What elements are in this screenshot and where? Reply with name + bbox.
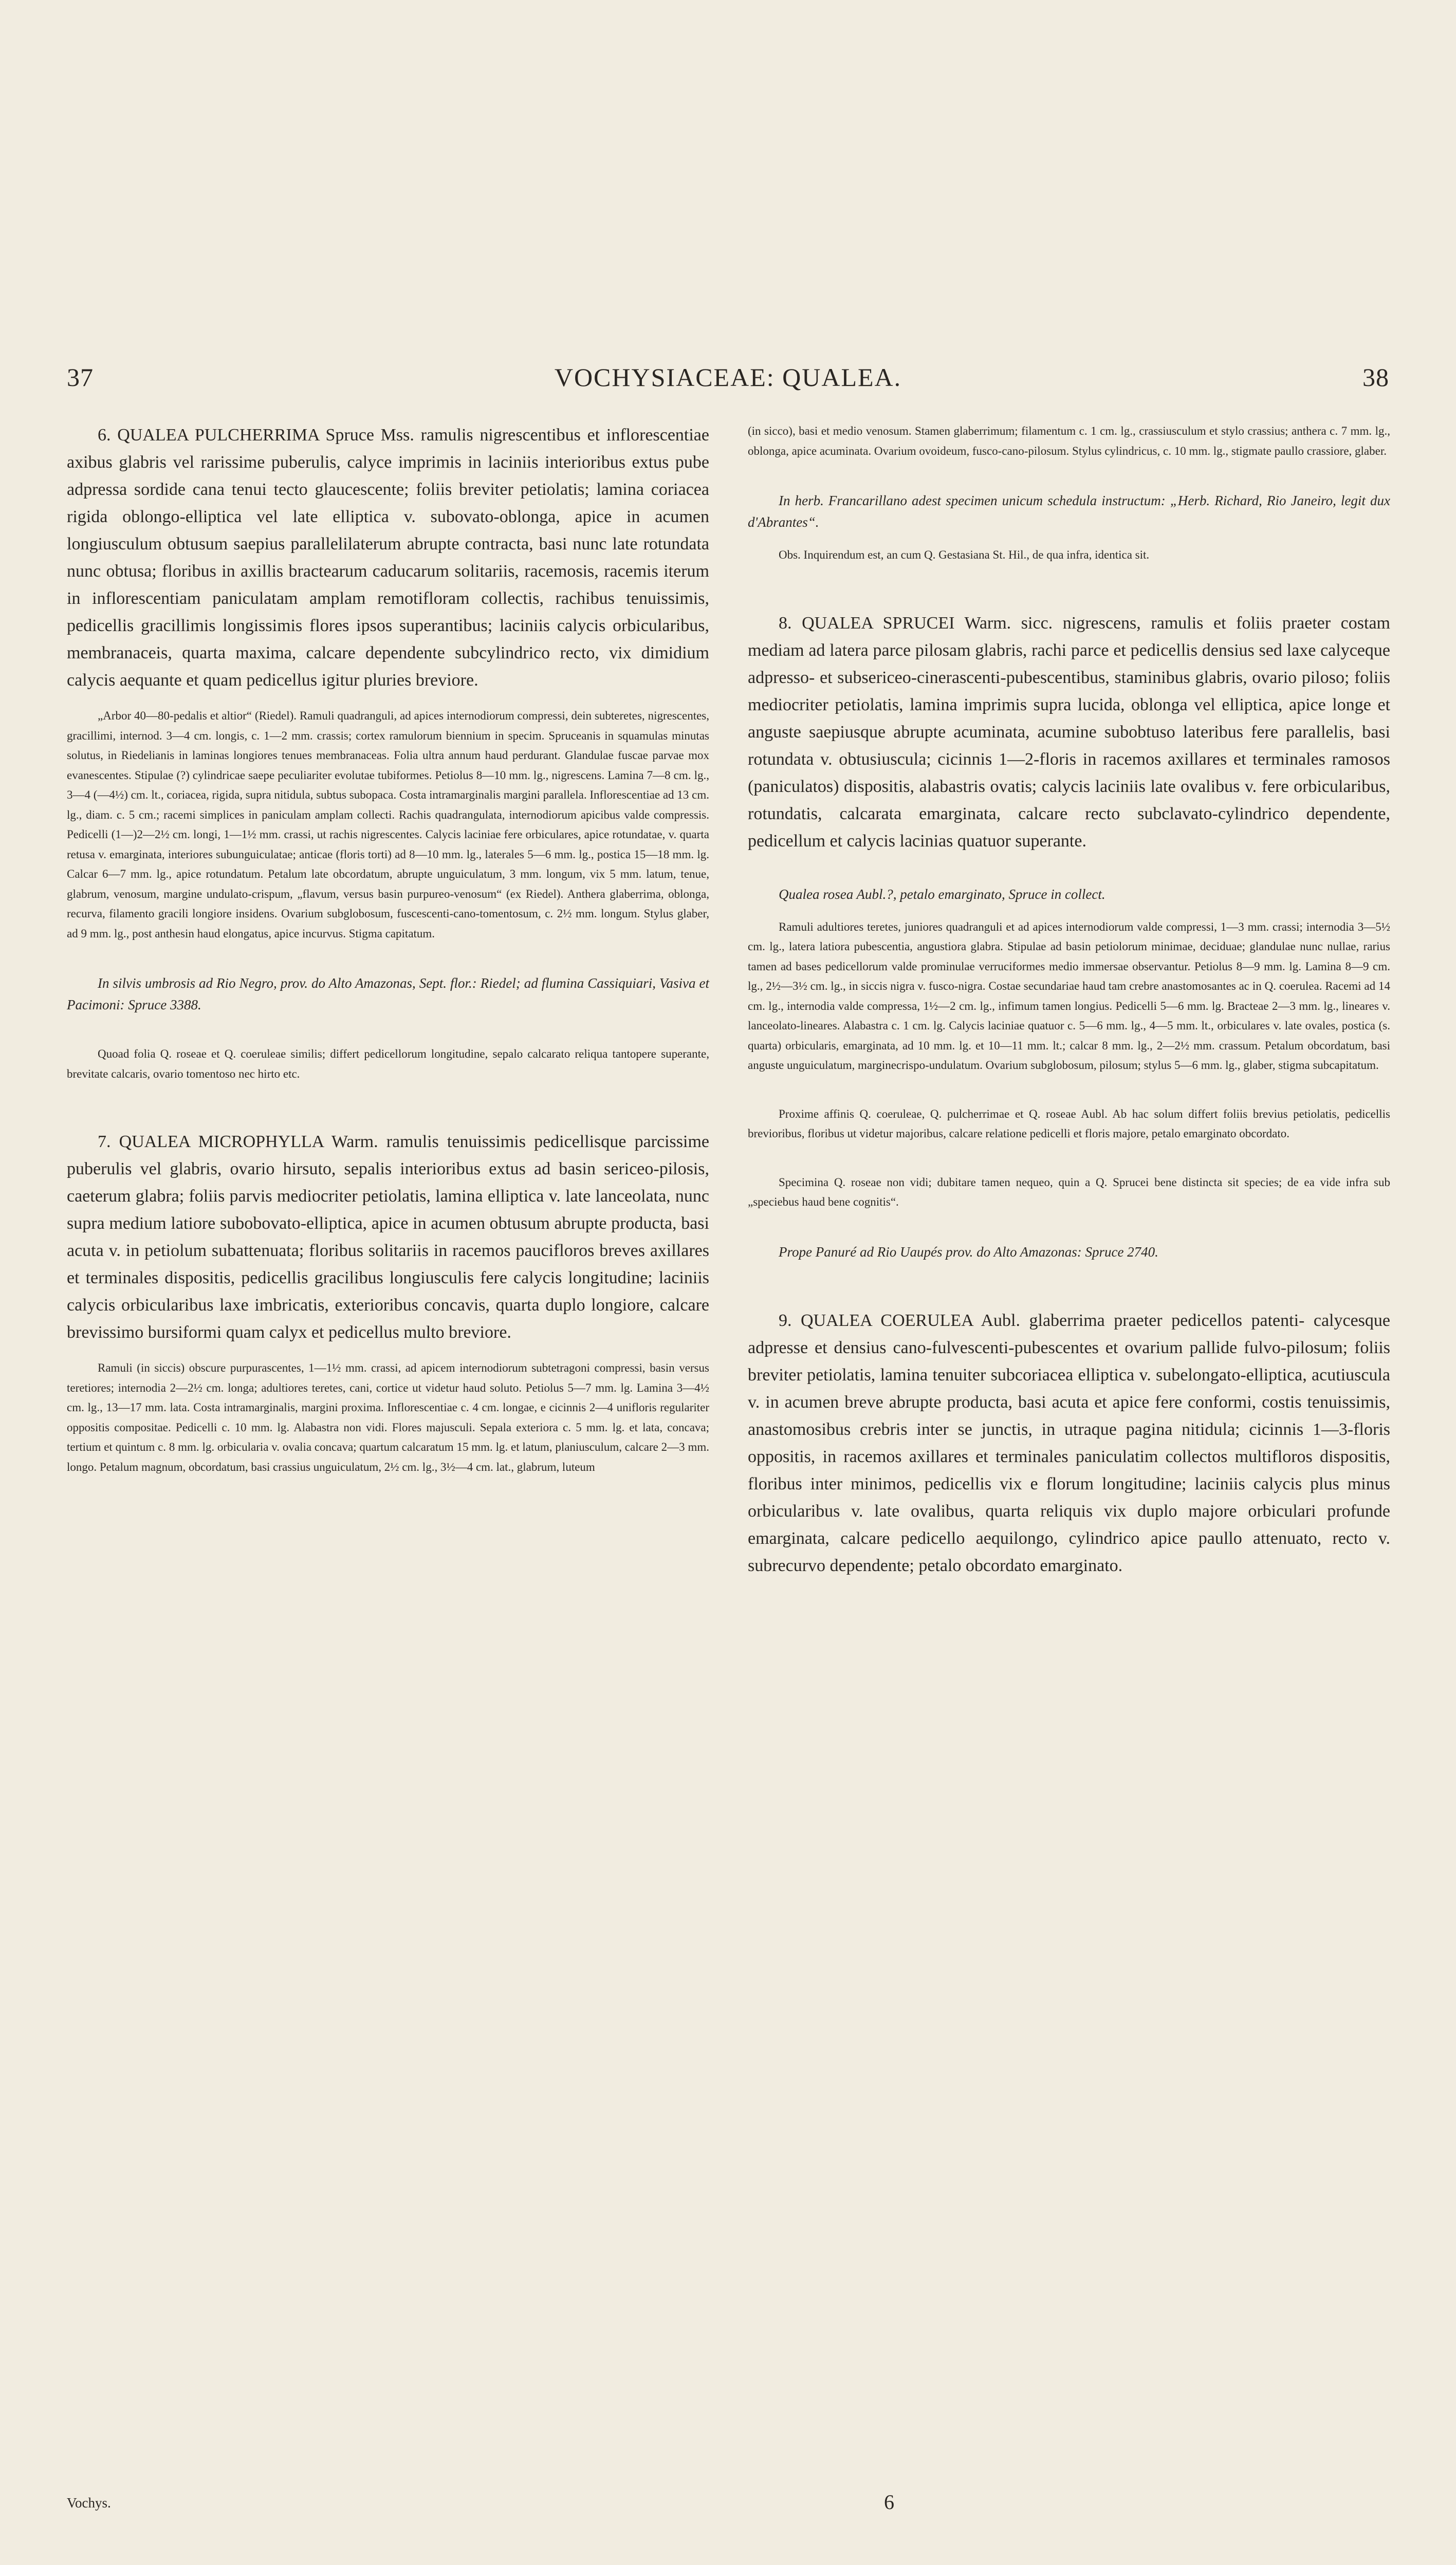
footer-label: Vochys. — [67, 2495, 111, 2511]
running-title: VOCHYSIACEAE: QUALEA. — [554, 363, 902, 392]
species-8-locality: Prope Panuré ad Rio Uaupés prov. do Alto Amazonas: Spruce 2740. — [779, 1244, 1158, 1260]
signature-mark: 6 — [884, 2490, 894, 2514]
page-number-right: 38 — [1362, 363, 1389, 392]
species-6-locality: In silvis umbrosis ad Rio Negro, prov. do Alto Amazonas, Sept. flor.: Riedel; ad flumina Cassiquiari, Vasiva et Pacimoni: Spruce 3388. — [67, 975, 709, 1012]
species-8-synonym: Qualea rosea Aubl.?, petalo emarginato, Spruce in collect. — [779, 886, 1105, 902]
species-8-observation-1: Proxime affinis Q. coeruleae, Q. pulcherrimae et Q. roseae Aubl. Ab hac solum differt foliis brevius petiolatis, pedicellis brevioribus, floribus ut videtur majoribus, calcare relatione pedicelli et floris majore, petalo emarginato obcordato. — [748, 1107, 1390, 1140]
species-7-notes-continued: (in sicco), basi et medio venosum. Stamen glaberrimum; filamentum c. 1 cm. lg., crassiusculum et stylo crassius; anthera c. 7 mm. lg., oblonga, apice acuminata. Ovarium ovoideum, fusco-cano-pilosum. Stylus cylindricus, c. 10 mm. lg., stigmate paullo crassiore, glaber. — [748, 425, 1390, 457]
species-8-observation-2: Specimina Q. roseae non vidi; dubitare tamen nequeo, quin a Q. Sprucei bene distincta sit species; de ea vide infra sub „speciebus haud bene cognitis“. — [748, 1175, 1390, 1208]
right-column — [748, 421, 1390, 1579]
left-column — [67, 421, 709, 1477]
species-7-description: 7. QUALEA MICROPHYLLA Warm. ramulis tenuissimis pedicellisque parcissime puberulis vel glabris, ovario hirsuto, sepalis interioribus extus ad basin sericeo-pilosis, caeterum glabra; foliis parvis mediocriter petiolatis, lamina elliptica v. late lanceolata, nunc supra medium latiore subobovato-elliptica, apice in acumen obtusum abrupte producta, basi acuta v. in petiolum subattenuata; floribus solitariis in racemos paucifloros breves axillares et terminales dispositis, pedicellis gracilibus longiusculis fere calycis longitudine; laciniis calycis orbicularibus laxe imbricatis, exterioribus concavis, quarta duplo longiore, calcare brevissimo bursiformi quam calyx et pedicellus multo breviore. — [67, 1132, 709, 1342]
species-9-description: 9. QUALEA COERULEA Aubl. glaberrima praeter pedicellos patenti- calycesque adpresse et densius cano-fulvescenti-pubescentes et ovarium pallide fulvo-pilosum; foliis breviter petiolatis, lamina tenuiter subcoriacea elliptica v. subelongato-elliptica, acutiuscula v. in acumen breve abrupte producta, basi acuta et apice fere conformi, costis tenuissimis, anastomosibus crebris inter se junctis, in utraque pagina nitidula; cicinnis 1—3-floris oppositis, in racemos axillares et terminales paniculatim collectos multifloros dispositis, floribus inter minimos, pedicellis vix e florum longitudine; laciniis calycis plus minus orbicularibus v. late ovalibus, quarta reliquis vix duplo majore orbiculari profunde emarginata, calcare pedicello aequilongo, cylindrico apice paullo attenuato, recto v. subrecurvo dependente; petalo obcordato emarginato. — [748, 1311, 1390, 1575]
species-6-observation: Quoad folia Q. roseae et Q. coeruleae similis; differt pedicellorum longitudine, sepalo calcarato reliqua tantopere superante, brevitate calcaris, ovario tomentoso nec hirto etc. — [67, 1047, 709, 1080]
species-6-description: 6. QUALEA PULCHERRIMA Spruce Mss. ramulis nigrescentibus et inflorescentiae axibus glabris vel rarissime puberulis, calyce imprimis in laciniis interioribus extus pube adpressa sordide cana tenui tecto glaucescente; foliis breviter petiolatis; lamina coriacea rigida oblongo-elliptica vel late elliptica v. subovato-oblonga, apice in acumen longiusculum obtusum saepius parallelilaterum abrupte contracta, basi nunc late rotundata nunc obtusa; floribus in axillis bractearum caducarum solitariis, racemosis, racemis iterum in inflorescentiam paniculatam amplam remotifloram collectis, rachibus tenuissimis, pedicellis gracillimis longissimis flores ipsos superantibus; laciniis calycis orbicularibus, membranaceis, quarta maxima, calcare dependente subcylindrico recto, vix dimidium calycis aequante et quam pedicellus igitur pluries breviore. — [67, 426, 709, 690]
running-header — [67, 362, 1389, 398]
species-8-description: 8. QUALEA SPRUCEI Warm. sicc. nigrescens, ramulis et foliis praeter costam mediam ad latera parce pilosam glabris, rachi parce et pedicellis densius sed laxe calyceque adpresso- et subsericeo-cinerascenti-pubescentibus, staminibus glabris, ovario piloso; foliis mediocriter petiolatis, lamina imprimis supra lucida, oblonga vel elliptica, apice longe et anguste saepiusque abrupte acuminata, acumine subobtuso lateribus fere parallelis, basi rotundata v. obtusiuscula; cicinnis 1—2-floris in racemos axillares et terminales ramosos (paniculatos) dispositis, alabastris ovatis; calycis laciniis late ovalibus v. fere orbicularibus, rotundatis, calcarata emarginata, calcare recto subclavato-cylindrico dependente, pedicellum et calycis lacinias quatuor superante. — [748, 613, 1390, 851]
page-number-left: 37 — [67, 363, 94, 392]
species-8-notes: Ramuli adultiores teretes, juniores quadranguli et ad apices internodiorum valde compressi, 1—3 mm. crassi; internodia 3—5½ cm. lg., latera latiora pubescentia, angustiora glabra. Stipulae ad basin petiolorum minimae, deciduae; glandulae nunc nullae, rarius tamen ad bases pedicellorum valde prominulae verruciformes medio immersae observantur. Petiolus 8—9 mm. lg. Lamina 8—9 cm. lg., 2½—3½ cm. lg., in siccis nigra v. fusco-nigra. Costae secundariae haud tam crebre anastomosantes ac in Q. coerulea. Racemi ad 14 cm. lg., internodia valde compressa, 1½—2 cm. lg., infimum tamen longius. Pedicelli 5—6 mm. lg. Bracteae 2—3 mm. lg., lineares v. lanceolato-lineares. Alabastra c. 1 cm. lg. Calycis laciniae quatuor c. 5—6 mm. lg., 4—5 mm. lt., orbiculares v. late ovales, postica (s. quarta) orbicularis, emarginata, ad 10 mm. lg. et 10—11 mm. lt.; calcar 8 mm. lg., 2—2½ mm. crassum. Petalum obcordatum, basi anguste unguiculatum, marginecrispo-undulatum. Ovarium subglobosum, pilosum; stylus 5—6 mm. lg., glaber, stigma subcapitatum. — [748, 920, 1390, 1072]
species-7-notes: Ramuli (in siccis) obscure purpurascentes, 1—1½ mm. crassi, ad apicem internodiorum subtetragoni compressi, basin versus teretiores; internodia 2—2½ cm. longa; adultiores teretes, cani, cortice ut videtur haud soluto. Petiolus 5—7 mm. lg. Lamina 3—4½ cm. lg., 13—17 mm. lata. Costa intramarginalis, margini proxima. Inflorescentiae c. 4 cm. longae, e cicinnis 2—4 unifloris regulariter oppositis compositae. Pedicelli c. 10 mm. lg. Alabastra non vidi. Flores majusculi. Sepala exteriora c. 5 mm. lg. et lata, concava; tertium et quintum c. 8 mm. lg. orbicularia v. ovalia concava; quartum calcaratum 15 mm. lg. et latum, planiusculum, calcare 2—3 mm. longo. Petalum magnum, obcordatum, basi crassius unguiculatum, 2½ cm. lg., 3½—4 cm. lat., glabrum, luteum — [67, 1361, 709, 1473]
species-7-observation: Obs. Inquirendum est, an cum Q. Gestasiana St. Hil., de qua infra, identica sit. — [779, 548, 1150, 561]
species-6-notes: „Arbor 40—80-pedalis et altior“ (Riedel). Ramuli quadranguli, ad apices internodiorum compressi, dein subteretes, nigrescentes, gracillimi, internod. 3—4 cm. longis, c. 1—2 mm. crassis; cortex ramulorum biennium in specim. Spruceanis in squamulas minutas solutus, in Riedelianis in laminas longiores tenues membranaceas. Folia ultra annum haud perdurant. Glandulae fuscae parvae mox evanescentes. Stipulae (?) cylindricae saepe peculiariter evolutae tubiformes. Petiolus 8—10 mm. lg., nigrescens. Lamina 7—8 cm. lg., 3—4 (—4½) cm. lt., coriacea, rigida, supra nitidula, subtus subopaca. Costa intramarginalis margini parallela. Inflorescentiae ad 13 cm. lg., diam. c. 5 cm.; racemi simplices in paniculam amplam collecti. Rachis quadrangulata, internodiorum apicibus valde compressis. Pedicelli (1—)2—2½ cm. longi, 1—1½ mm. crassi, ut rachis nigrescentes. Calycis laciniae fere orbiculares, apice rotundatae, v. quarta retusa v. emarginata, interiores subunguiculatae; anticae (floris torti) ad 8—10 mm. lg., laterales 5—6 mm. lg., postica 15—18 mm. lg. Calcar 6—7 mm. lg., apice rotundatum. Petalum late obcordatum, abrupte unguiculatum, 3 mm. longum, vix 5 mm. latum, tenue, glabrum, venosum, margine undulato-crispum, „flavum, versus basin purpureo-venosum“ (ex Riedel). Anthera glaberrima, oblonga, recurva, filamento gracili longiore insidens. Ovarium subglobosum, fuscescenti-cano-tomentosum, c. 2½ mm. longum. Stylus glaber, ad 9 mm. lg., post anthesin haud elongatus, apice incurvus. Stigma capitatum. — [67, 709, 709, 940]
species-7-locality: In herb. Francarillano adest specimen unicum schedula instructum: „Herb. Richard, Rio Janeiro, legit dux d'Abrantes“. — [748, 493, 1390, 530]
